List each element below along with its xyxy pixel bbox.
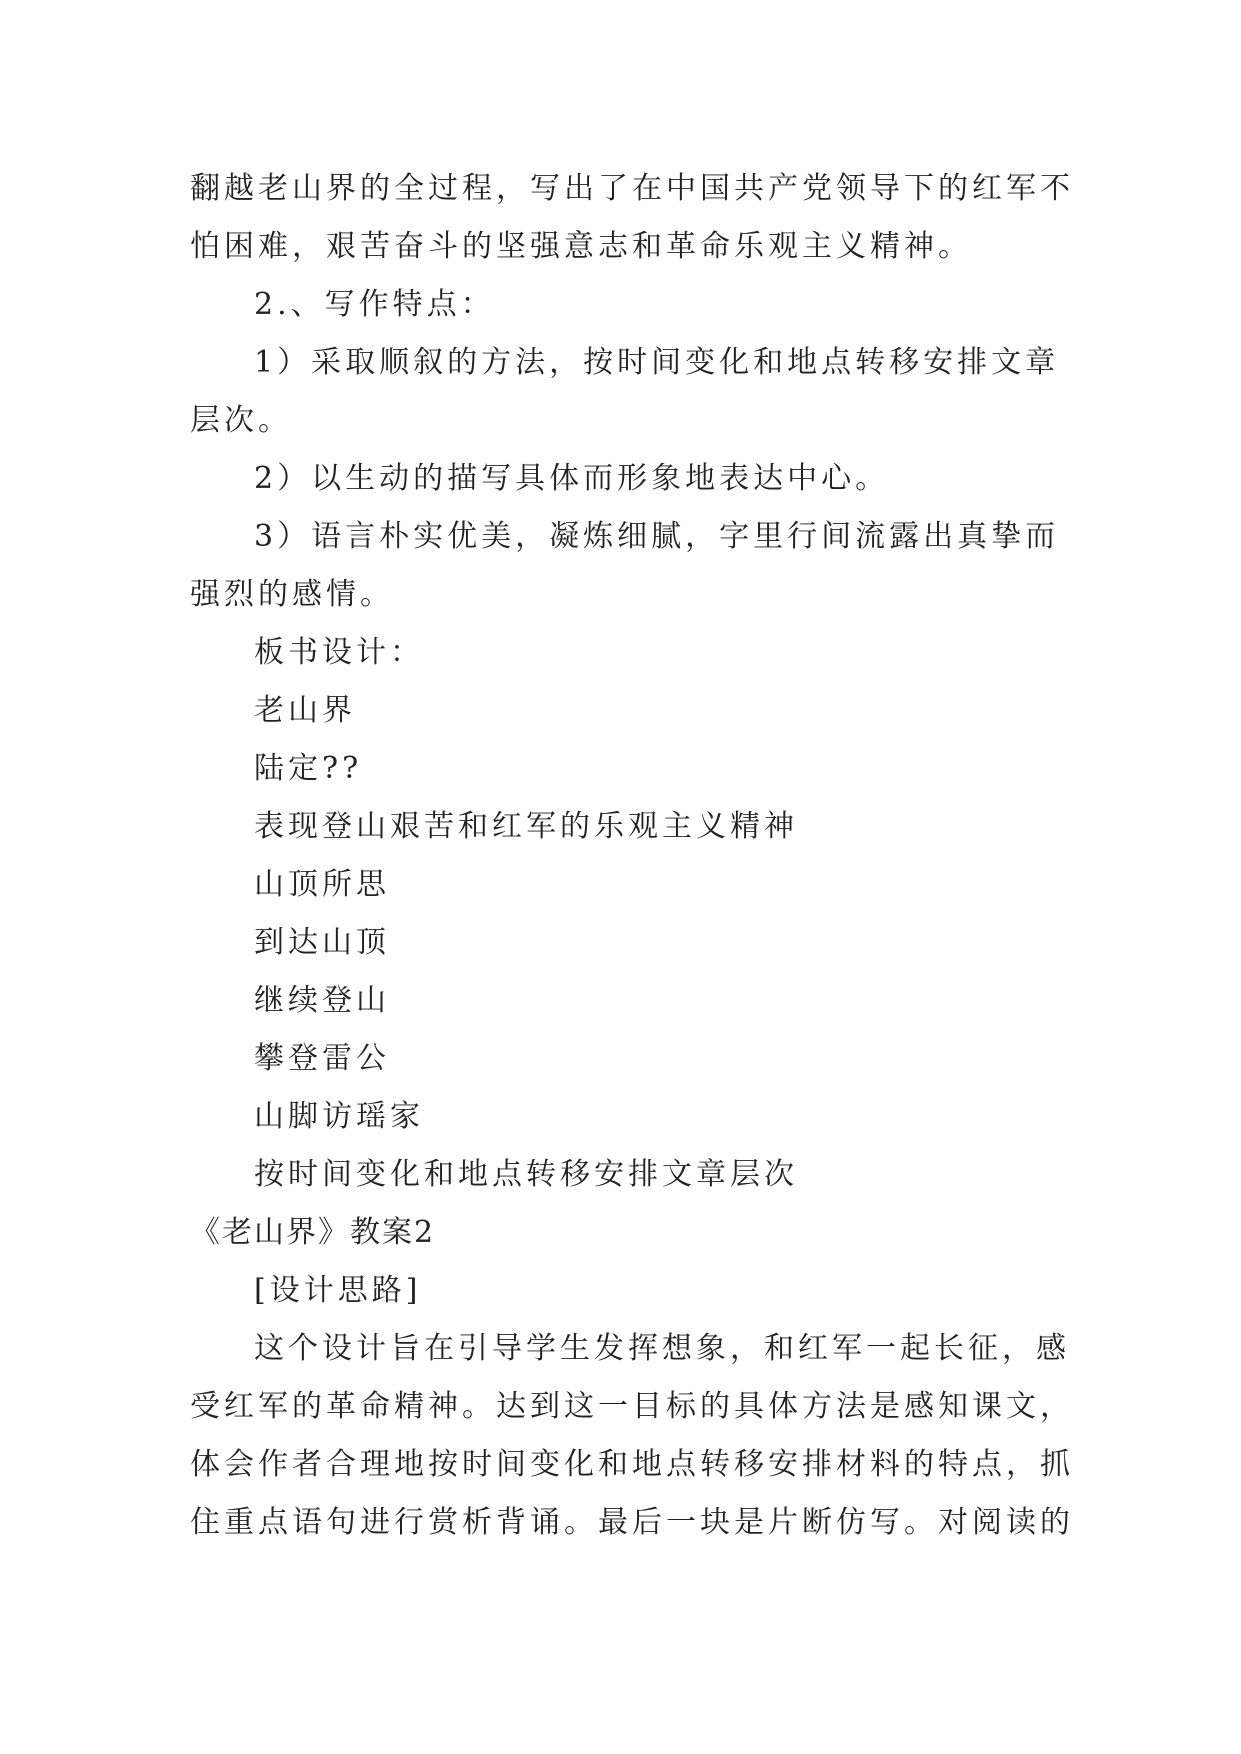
section-heading-writing-features: 2.、写作特点：	[254, 287, 495, 322]
paragraph-line: 怕困难，艰苦奋斗的坚强意志和革命乐观主义精神。	[190, 229, 972, 264]
paragraph-line: 层次。	[190, 403, 292, 438]
board-item: 攀登雷公	[254, 1041, 390, 1076]
paragraph-line: 住重点语句进行赏析背诵。最后一块是片断仿写。对阅读的	[190, 1505, 1074, 1540]
board-item: 山顶所思	[254, 867, 390, 902]
list-item-2: 2）以生动的描写具体而形象地表达中心。	[254, 461, 890, 496]
list-item-3: 3）语言朴实优美，凝炼细腻，字里行间流露出真挚而	[254, 519, 1060, 554]
board-item: 到达山顶	[254, 925, 390, 960]
paragraph-line: 这个设计旨在引导学生发挥想象，和红军一起长征，感	[254, 1331, 1070, 1366]
paragraph-line: 翻越老山界的全过程，写出了在中国共产党领导下的红军不	[190, 171, 1074, 206]
paragraph-line: 强烈的感情。	[190, 577, 394, 612]
list-item-1: 1）采取顺叙的方法，按时间变化和地点转移安排文章	[254, 345, 1060, 380]
lesson-plan-title: 《老山界》教案2	[190, 1215, 436, 1250]
board-item: 老山界	[254, 693, 356, 728]
section-heading-design-idea: [设计思路]	[254, 1273, 422, 1308]
board-item: 表现登山艰苦和红军的乐观主义精神	[254, 809, 798, 844]
paragraph-line: 体会作者合理地按时间变化和地点转移安排材料的特点，抓	[190, 1447, 1074, 1482]
document-body	[190, 160, 1074, 1552]
paragraph-line: 受红军的革命精神。达到这一目标的具体方法是感知课文，	[190, 1389, 1074, 1424]
board-item: 按时间变化和地点转移安排文章层次	[254, 1157, 798, 1192]
board-item: 山脚访瑶家	[254, 1099, 424, 1134]
section-heading-board-design: 板书设计：	[254, 635, 424, 670]
board-item: 陆定??	[254, 751, 363, 786]
board-item: 继续登山	[254, 983, 390, 1018]
